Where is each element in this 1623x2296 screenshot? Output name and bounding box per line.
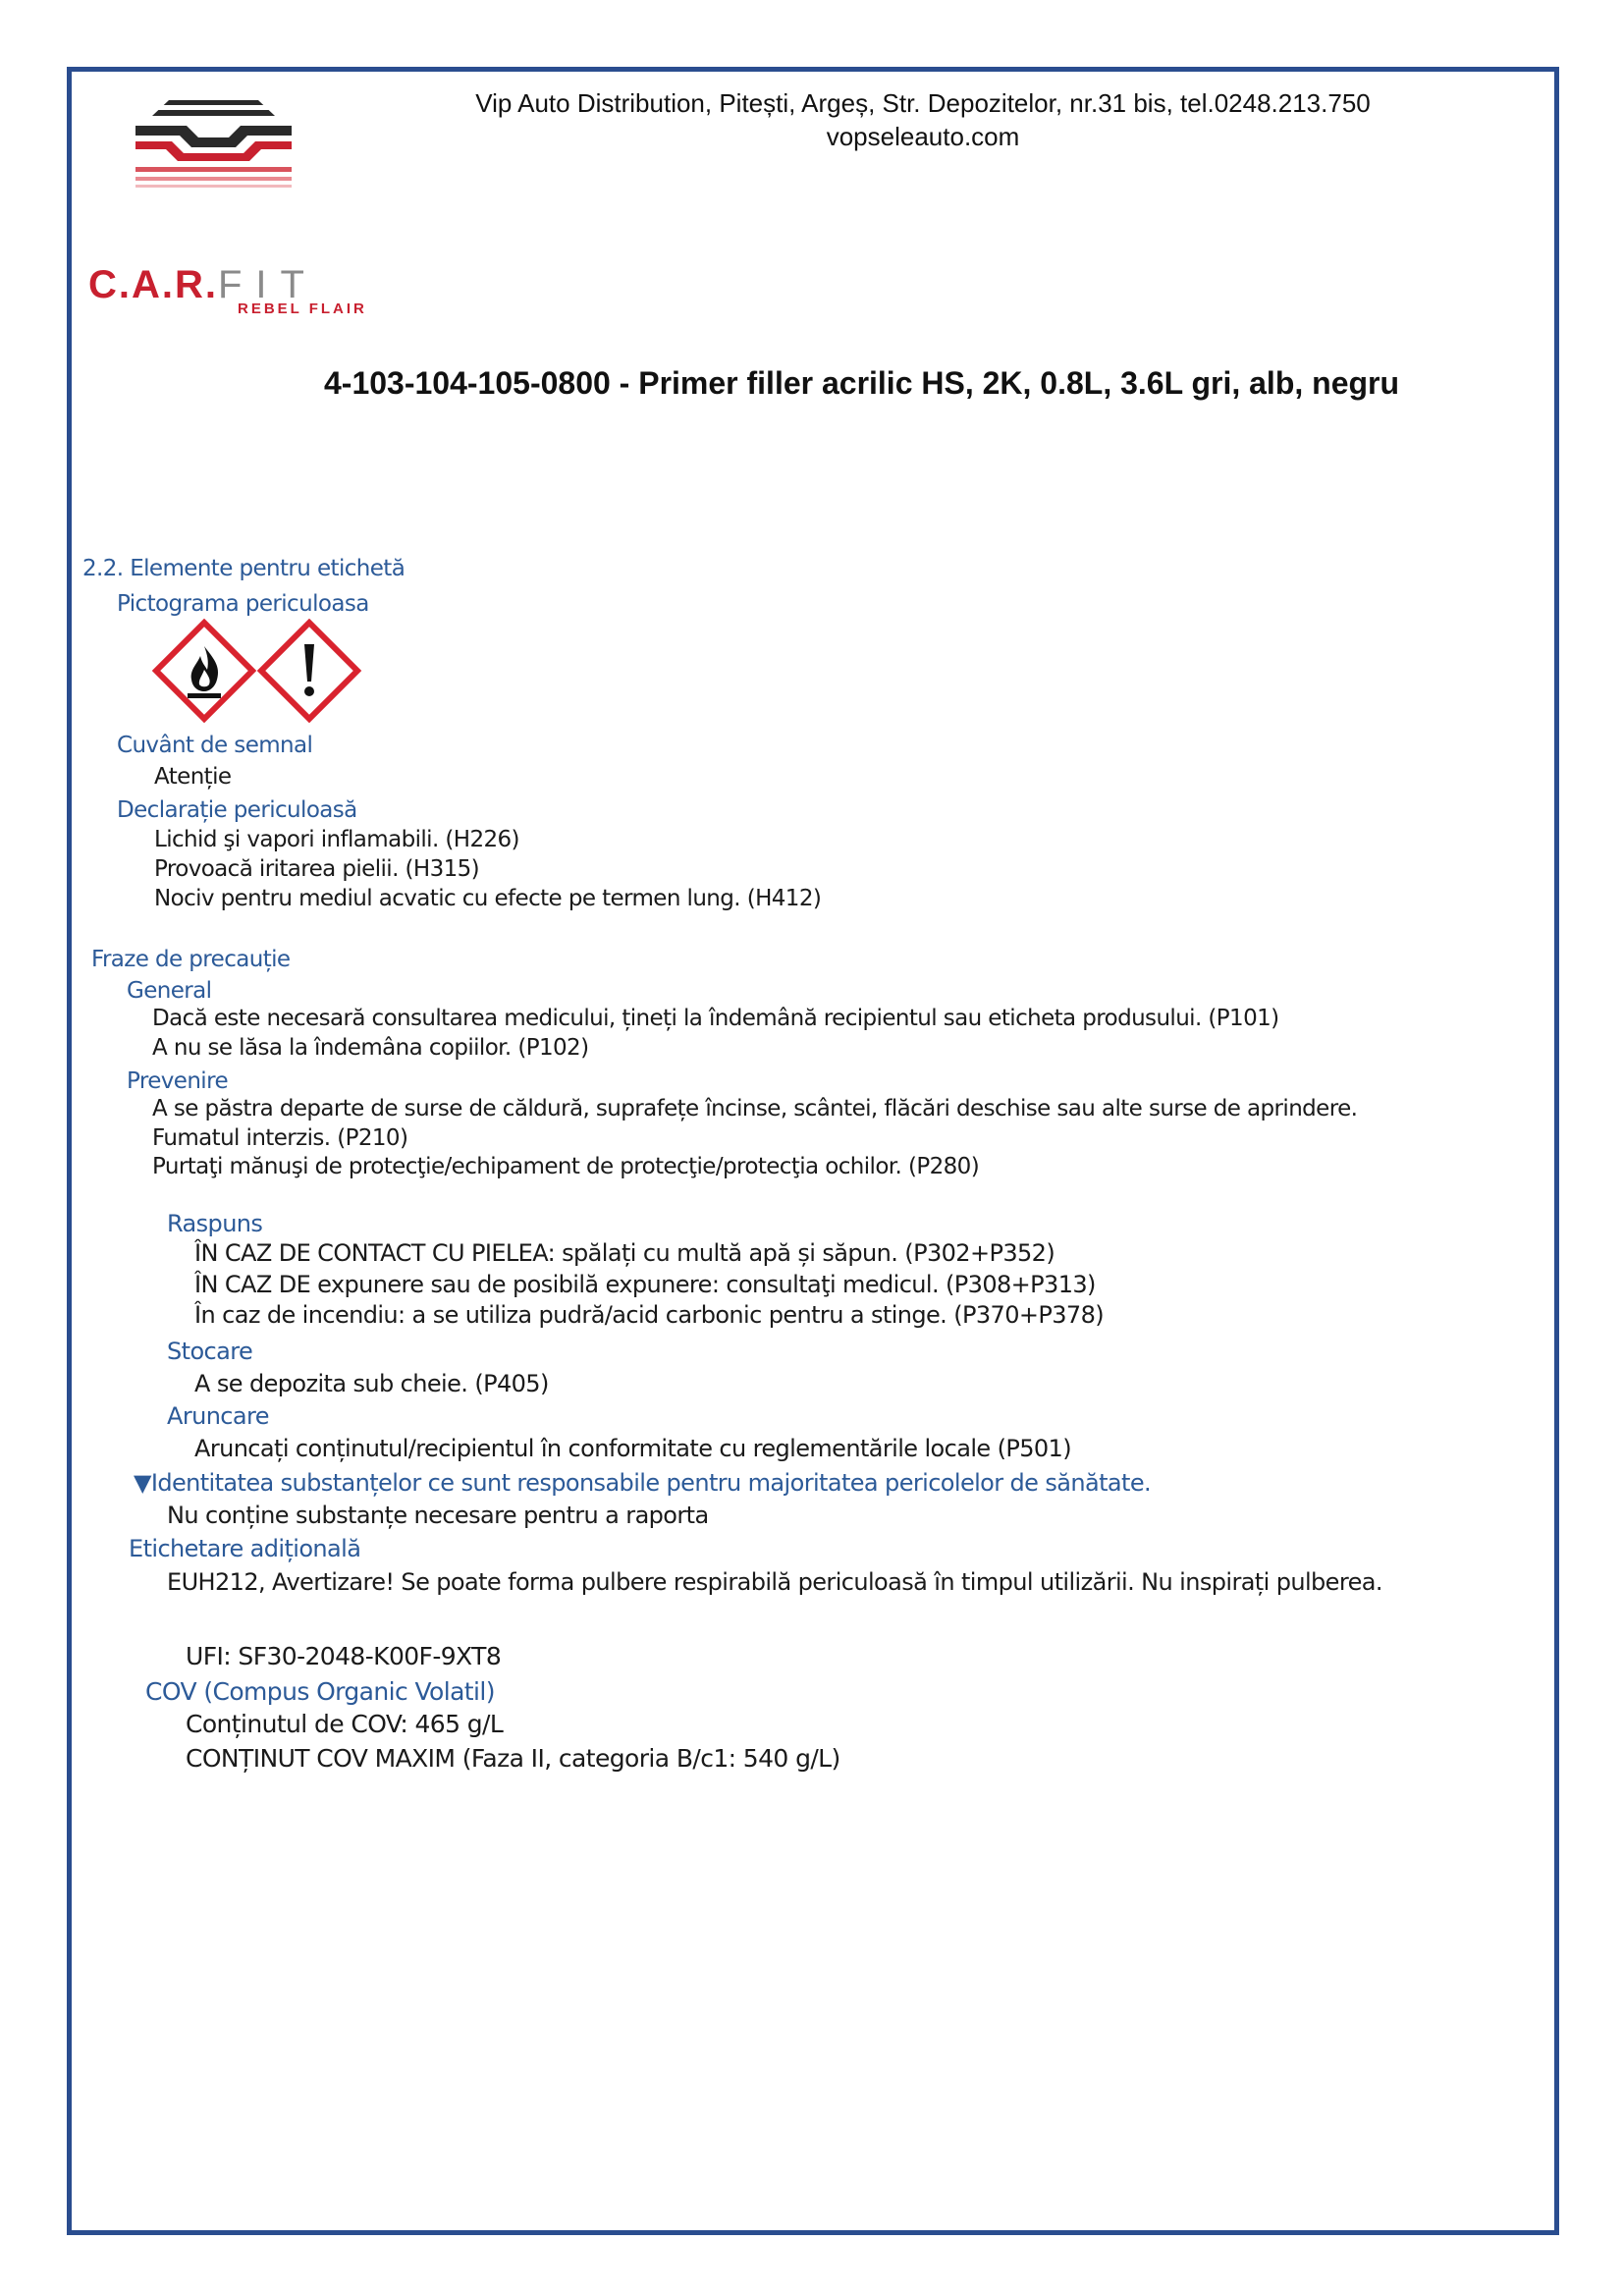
car-front-logo-icon xyxy=(128,94,299,192)
brand-fit: FIT xyxy=(218,263,318,306)
precaution-statement: ÎN CAZ DE expunere sau de posibilă expunere: consultaţi medicul. (P308+P313) xyxy=(194,1271,1096,1298)
precaution-statement: Aruncați conținutul/recipientul în conformitate cu reglementările locale (P501) xyxy=(194,1435,1071,1462)
hazard-pictograms xyxy=(152,619,368,727)
hazard-statements-heading: Declarație periculoasă xyxy=(117,797,357,823)
precaution-statement: A se depozita sub cheie. (P405) xyxy=(194,1370,549,1397)
general-heading: General xyxy=(127,978,212,1004)
precaution-statement: ÎN CAZ DE CONTACT CU PIELEA: spălați cu multă apă și săpun. (P302+P352) xyxy=(194,1239,1055,1267)
response-heading: Raspuns xyxy=(167,1210,263,1237)
precaution-statement: În caz de incendiu: a se utiliza pudră/acid carbonic pentru a stinge. (P370+P378) xyxy=(194,1301,1105,1329)
exclamation-icon xyxy=(261,623,357,719)
precaution-statement: Dacă este necesară consultarea medicului, țineți la îndemână recipientul sau eticheta produsului. (P101) xyxy=(152,1006,1279,1031)
signal-word-heading: Cuvânt de semnal xyxy=(117,733,313,758)
signal-word: Atenție xyxy=(154,764,232,790)
brand-logo xyxy=(88,263,367,317)
cov-content: Conținutul de COV: 465 g/L xyxy=(186,1710,504,1738)
cov-max: CONȚINUT COV MAXIM (Faza II, categoria B/c1: 540 g/L) xyxy=(186,1744,840,1773)
additional-label-text: EUH212, Avertizare! Se poate forma pulbere respirabilă periculoasă în timpul utilizării. Nu inspirați pulberea. xyxy=(167,1568,1382,1596)
additional-label-heading: Etichetare adițională xyxy=(129,1535,361,1562)
cov-heading: COV (Compus Organic Volatil) xyxy=(145,1677,495,1706)
brand-main: C.A.R. xyxy=(88,263,218,306)
document-title: 4-103-104-105-0800 - Primer filler acrilic HS, 2K, 0.8L, 3.6L gri, alb, negru xyxy=(324,365,1400,401)
identity-text: Nu conține substanțe necesare pentru a raporta xyxy=(167,1502,709,1529)
precaution-statement: Purtaţi mănuşi de protecţie/echipament de protecţie/protecţia ochilor. (P280) xyxy=(152,1154,980,1179)
company-address: Vip Auto Distribution, Pitești, Argeș, Str. Depozitelor, nr.31 bis, tel.0248.213.750 xyxy=(475,88,1371,118)
section-title: 2.2. Elemente pentru etichetă xyxy=(82,556,406,581)
flame-icon xyxy=(156,623,252,719)
identity-heading: ▼Identitatea substanțelor ce sunt responsabile pentru majoritatea pericolelor de sănătate. xyxy=(134,1469,1152,1497)
disposal-heading: Aruncare xyxy=(167,1402,269,1430)
precaution-statement: A nu se lăsa la îndemâna copiilor. (P102) xyxy=(152,1035,589,1061)
hazard-statement: Nociv pentru mediul acvatic cu efecte pe termen lung. (H412) xyxy=(154,886,822,911)
precaution-statement: Fumatul interzis. (P210) xyxy=(152,1125,408,1151)
pictogram-heading: Pictograma periculoasa xyxy=(117,591,369,617)
company-website: vopseleauto.com xyxy=(826,122,1020,151)
hazard-statement: Provoacă iritarea pielii. (H315) xyxy=(154,856,480,882)
hazard-statement: Lichid şi vapori inflamabili. (H226) xyxy=(154,827,519,852)
prevention-heading: Prevenire xyxy=(127,1068,228,1094)
storage-heading: Stocare xyxy=(167,1338,253,1365)
company-header xyxy=(412,86,1434,153)
ufi-code: UFI: SF30-2048-K00F-9XT8 xyxy=(186,1642,502,1670)
brand-tagline: REBEL FLAIR xyxy=(238,301,367,317)
precaution-statement: A se păstra departe de surse de căldură, suprafețe încinse, scântei, flăcări deschise sau alte surse de aprindere. xyxy=(152,1096,1358,1121)
precaution-heading: Fraze de precauție xyxy=(91,947,291,972)
